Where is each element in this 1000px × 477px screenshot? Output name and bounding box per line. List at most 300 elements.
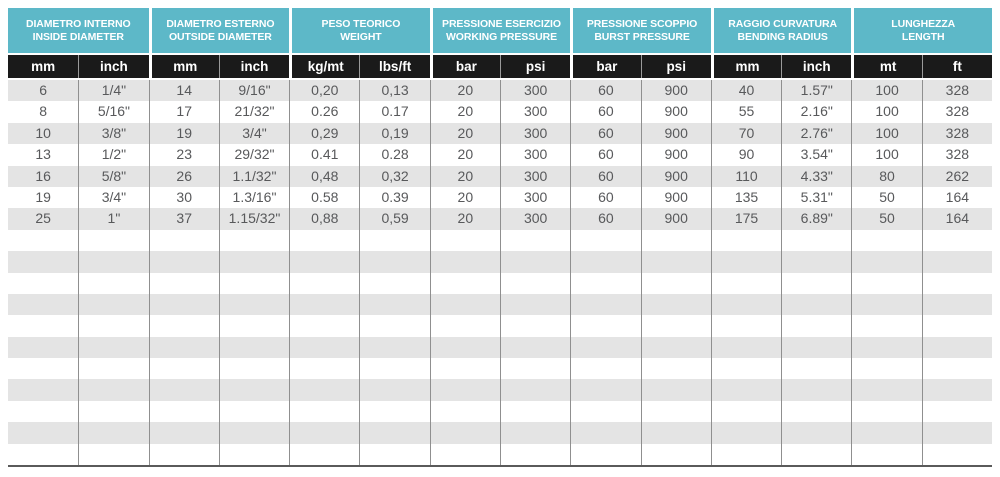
empty-cell: [922, 337, 992, 358]
empty-cell: [289, 444, 359, 465]
empty-cell: [641, 273, 711, 294]
empty-cell: [219, 422, 289, 443]
empty-cell: [430, 315, 500, 336]
empty-cell: [641, 401, 711, 422]
empty-cell: [8, 337, 78, 358]
units-header-row: [8, 55, 992, 78]
data-cell: 0,29: [289, 123, 359, 144]
empty-cell: [359, 315, 429, 336]
empty-cell: [430, 294, 500, 315]
data-cell: 900: [641, 187, 711, 208]
empty-cell: [500, 251, 570, 272]
empty-cell: [781, 379, 851, 400]
data-cell: 55: [711, 101, 781, 122]
group-title-italian: DIAMETRO INTERNO: [25, 17, 131, 30]
empty-row: [8, 358, 992, 379]
empty-cell: [149, 401, 219, 422]
empty-cell: [8, 294, 78, 315]
data-cell: 5/8": [78, 166, 148, 187]
empty-cell: [149, 251, 219, 272]
data-cell: 0,20: [289, 80, 359, 101]
data-cell: 1.15/32": [219, 208, 289, 229]
empty-cell: [289, 358, 359, 379]
data-cell: 0.41: [289, 144, 359, 165]
empty-cell: [851, 422, 921, 443]
data-cell: 5.31": [781, 187, 851, 208]
empty-cell: [430, 401, 500, 422]
empty-cell: [78, 315, 148, 336]
empty-cell: [641, 294, 711, 315]
empty-cell: [359, 230, 429, 251]
empty-cell: [149, 422, 219, 443]
empty-row: [8, 422, 992, 443]
data-cell: 1": [78, 208, 148, 229]
unit-cell-mm-10: mm: [711, 55, 781, 78]
empty-cell: [641, 444, 711, 465]
data-cell: 1/4": [78, 80, 148, 101]
empty-cell: [219, 230, 289, 251]
data-cell: 3/4": [78, 187, 148, 208]
data-cell: 900: [641, 123, 711, 144]
table-body: [8, 80, 992, 467]
empty-cell: [219, 401, 289, 422]
data-cell: 29/32": [219, 144, 289, 165]
empty-cell: [781, 444, 851, 465]
data-cell: 0.26: [289, 101, 359, 122]
empty-cell: [570, 337, 640, 358]
data-cell: 70: [711, 123, 781, 144]
data-cell: 328: [922, 101, 992, 122]
empty-cell: [359, 251, 429, 272]
data-cell: 6.89": [781, 208, 851, 229]
empty-cell: [641, 358, 711, 379]
empty-cell: [641, 230, 711, 251]
empty-cell: [500, 422, 570, 443]
group-title-english: OUTSIDE DIAMETER: [168, 30, 272, 43]
data-cell: 50: [851, 187, 921, 208]
empty-cell: [500, 337, 570, 358]
empty-cell: [430, 444, 500, 465]
empty-cell: [922, 379, 992, 400]
data-cell: 14: [149, 80, 219, 101]
empty-cell: [641, 379, 711, 400]
empty-row: [8, 379, 992, 400]
data-cell: 110: [711, 166, 781, 187]
empty-cell: [8, 230, 78, 251]
group-title-english: BENDING RADIUS: [737, 30, 828, 43]
data-cell: 4.33": [781, 166, 851, 187]
data-cell: 17: [149, 101, 219, 122]
empty-cell: [922, 358, 992, 379]
data-cell: 300: [500, 208, 570, 229]
empty-cell: [851, 337, 921, 358]
empty-cell: [430, 337, 500, 358]
empty-cell: [781, 315, 851, 336]
unit-cell-psi-9: psi: [641, 55, 711, 78]
empty-cell: [8, 379, 78, 400]
group-title-english: LENGTH: [901, 30, 945, 43]
group-title-italian: LUNGHEZZA: [891, 17, 956, 30]
data-cell: 20: [430, 123, 500, 144]
empty-cell: [922, 251, 992, 272]
table-row: [8, 208, 992, 229]
spec-table: [8, 8, 992, 467]
data-cell: 1/2": [78, 144, 148, 165]
data-cell: 100: [851, 80, 921, 101]
data-cell: 328: [922, 123, 992, 144]
table-row: [8, 123, 992, 144]
empty-cell: [289, 401, 359, 422]
data-cell: 0.28: [359, 144, 429, 165]
data-cell: 60: [570, 80, 640, 101]
group-header-inside-diameter: [8, 8, 149, 53]
data-cell: 25: [35, 210, 51, 227]
data-cell: 37: [149, 208, 219, 229]
empty-cell: [219, 337, 289, 358]
empty-cell: [851, 401, 921, 422]
data-cell: 300: [500, 80, 570, 101]
empty-cell: [8, 444, 78, 465]
data-cell: 328: [922, 144, 992, 165]
empty-cell: [78, 230, 148, 251]
data-cell: 20: [430, 80, 500, 101]
empty-row: [8, 294, 992, 315]
empty-cell: [711, 294, 781, 315]
data-cell: 900: [641, 144, 711, 165]
empty-cell: [781, 230, 851, 251]
empty-cell: [149, 294, 219, 315]
empty-cell: [430, 358, 500, 379]
empty-cell: [641, 315, 711, 336]
empty-cell: [78, 273, 148, 294]
unit-cell-mt-12: mt: [851, 55, 921, 78]
data-cell: 300: [500, 166, 570, 187]
empty-cell: [219, 273, 289, 294]
data-cell: 0.58: [289, 187, 359, 208]
empty-cell: [289, 294, 359, 315]
empty-cell: [219, 379, 289, 400]
empty-cell: [289, 422, 359, 443]
empty-cell: [289, 273, 359, 294]
data-cell: 5/16": [78, 101, 148, 122]
data-cell: 60: [570, 166, 640, 187]
empty-cell: [711, 358, 781, 379]
empty-cell: [359, 294, 429, 315]
empty-cell: [570, 230, 640, 251]
empty-cell: [851, 358, 921, 379]
data-cell: 19: [35, 188, 51, 205]
unit-cell-inch-11: inch: [781, 55, 851, 78]
data-cell: 164: [922, 187, 992, 208]
data-cell: 164: [922, 208, 992, 229]
table-row: [8, 144, 992, 165]
data-cell: 100: [851, 123, 921, 144]
empty-cell: [149, 230, 219, 251]
empty-cell: [289, 315, 359, 336]
empty-cell: [570, 379, 640, 400]
empty-cell: [711, 230, 781, 251]
data-cell: 60: [570, 123, 640, 144]
empty-cell: [641, 422, 711, 443]
group-header-length: [851, 8, 992, 53]
group-title-italian: PESO TEORICO: [321, 17, 401, 30]
empty-cell: [430, 230, 500, 251]
empty-row: [8, 337, 992, 358]
data-cell: 19: [149, 123, 219, 144]
group-title-english: INSIDE DIAMETER: [32, 30, 124, 43]
empty-cell: [781, 251, 851, 272]
empty-cell: [8, 315, 78, 336]
empty-cell: [851, 230, 921, 251]
group-header-working-pressure: [430, 8, 571, 53]
empty-cell: [500, 444, 570, 465]
unit-cell-inch-3: inch: [219, 55, 289, 78]
empty-cell: [8, 273, 78, 294]
empty-cell: [851, 379, 921, 400]
empty-row: [8, 444, 992, 465]
data-cell: 20: [430, 208, 500, 229]
data-cell: 1.3/16": [219, 187, 289, 208]
data-cell: 90: [711, 144, 781, 165]
empty-cell: [219, 251, 289, 272]
data-cell: 900: [641, 208, 711, 229]
empty-cell: [500, 315, 570, 336]
data-cell: 3/4": [219, 123, 289, 144]
data-cell: 100: [851, 144, 921, 165]
unit-cell-mm-2: mm: [149, 55, 219, 78]
data-cell: 10: [35, 124, 51, 141]
empty-cell: [711, 422, 781, 443]
data-cell: 20: [430, 187, 500, 208]
empty-cell: [781, 358, 851, 379]
data-cell: 16: [35, 167, 51, 184]
empty-cell: [922, 230, 992, 251]
empty-cell: [570, 251, 640, 272]
group-title-italian: RAGGIO CURVATURA: [728, 17, 837, 30]
empty-cell: [500, 379, 570, 400]
table-row: [8, 101, 992, 122]
data-cell: 80: [851, 166, 921, 187]
data-cell: 20: [430, 101, 500, 122]
empty-cell: [711, 251, 781, 272]
empty-cell: [851, 273, 921, 294]
data-cell: 175: [711, 208, 781, 229]
data-cell: 2.16": [781, 101, 851, 122]
data-cell: 0,19: [359, 123, 429, 144]
group-title-english: BURST PRESSURE: [594, 30, 690, 43]
empty-cell: [570, 294, 640, 315]
table-row: [8, 166, 992, 187]
data-cell: 900: [641, 101, 711, 122]
unit-cell-lbs-ft-5: lbs/ft: [359, 55, 429, 78]
empty-cell: [359, 422, 429, 443]
empty-cell: [359, 401, 429, 422]
empty-cell: [711, 444, 781, 465]
empty-row: [8, 315, 992, 336]
empty-cell: [781, 422, 851, 443]
empty-cell: [851, 294, 921, 315]
empty-cell: [781, 273, 851, 294]
empty-cell: [500, 401, 570, 422]
data-cell: 300: [500, 144, 570, 165]
data-cell: 60: [570, 144, 640, 165]
empty-cell: [149, 337, 219, 358]
data-cell: 40: [711, 80, 781, 101]
empty-cell: [430, 273, 500, 294]
unit-cell-kg-mt-4: kg/mt: [289, 55, 359, 78]
data-cell: 30: [149, 187, 219, 208]
data-cell: 0,32: [359, 166, 429, 187]
empty-cell: [78, 401, 148, 422]
data-cell: 9/16": [219, 80, 289, 101]
empty-cell: [922, 315, 992, 336]
data-cell: 26: [149, 166, 219, 187]
empty-cell: [219, 358, 289, 379]
empty-cell: [781, 401, 851, 422]
data-cell: 900: [641, 80, 711, 101]
data-cell: 20: [430, 144, 500, 165]
group-header-weight: [289, 8, 430, 53]
group-title-english: WORKING PRESSURE: [445, 30, 557, 43]
empty-cell: [289, 230, 359, 251]
data-cell: 135: [711, 187, 781, 208]
empty-cell: [149, 444, 219, 465]
empty-cell: [149, 315, 219, 336]
group-header-burst-pressure: [570, 8, 711, 53]
empty-cell: [922, 294, 992, 315]
empty-cell: [500, 230, 570, 251]
data-cell: 3.54": [781, 144, 851, 165]
empty-cell: [922, 444, 992, 465]
empty-cell: [149, 273, 219, 294]
empty-cell: [219, 444, 289, 465]
data-cell: 23: [149, 144, 219, 165]
column-group-header-row: [8, 8, 992, 53]
empty-cell: [641, 337, 711, 358]
empty-cell: [78, 251, 148, 272]
empty-cell: [851, 251, 921, 272]
empty-cell: [781, 337, 851, 358]
empty-cell: [359, 337, 429, 358]
group-title-italian: PRESSIONE ESERCIZIO: [442, 17, 561, 30]
unit-cell-inch-1: inch: [78, 55, 148, 78]
data-cell: 300: [500, 187, 570, 208]
empty-cell: [570, 273, 640, 294]
data-cell: 0.17: [359, 101, 429, 122]
data-cell: 3/8": [78, 123, 148, 144]
empty-cell: [500, 294, 570, 315]
empty-cell: [781, 294, 851, 315]
empty-cell: [149, 358, 219, 379]
data-cell: 60: [570, 187, 640, 208]
empty-cell: [851, 444, 921, 465]
data-cell: 900: [641, 166, 711, 187]
data-cell: 300: [500, 123, 570, 144]
data-cell: 60: [570, 208, 640, 229]
empty-cell: [78, 337, 148, 358]
data-cell: 300: [500, 101, 570, 122]
empty-cell: [8, 422, 78, 443]
empty-cell: [78, 444, 148, 465]
empty-cell: [8, 251, 78, 272]
empty-cell: [149, 379, 219, 400]
empty-cell: [78, 422, 148, 443]
data-cell: 21/32": [219, 101, 289, 122]
empty-cell: [711, 273, 781, 294]
empty-cell: [500, 273, 570, 294]
empty-cell: [78, 379, 148, 400]
empty-cell: [219, 315, 289, 336]
empty-row: [8, 230, 992, 251]
data-cell: 0,48: [289, 166, 359, 187]
empty-cell: [430, 379, 500, 400]
empty-cell: [711, 315, 781, 336]
empty-cell: [922, 273, 992, 294]
data-cell: 328: [922, 80, 992, 101]
group-header-outside-diameter: [149, 8, 290, 53]
empty-cell: [570, 358, 640, 379]
data-cell: 8: [39, 103, 48, 120]
data-cell: 20: [430, 166, 500, 187]
empty-cell: [711, 379, 781, 400]
group-title-italian: PRESSIONE SCOPPIO: [586, 17, 698, 30]
data-cell: 60: [570, 101, 640, 122]
unit-cell-ft-13: ft: [922, 55, 992, 78]
table-row: [8, 187, 992, 208]
data-cell: 2.76": [781, 123, 851, 144]
data-cell: 0,13: [359, 80, 429, 101]
empty-cell: [922, 422, 992, 443]
empty-cell: [8, 358, 78, 379]
unit-cell-bar-8: bar: [570, 55, 640, 78]
empty-cell: [570, 315, 640, 336]
data-cell: 100: [851, 101, 921, 122]
data-cell: 0.39: [359, 187, 429, 208]
empty-cell: [289, 251, 359, 272]
data-cell: 1.1/32": [219, 166, 289, 187]
group-title-english: WEIGHT: [340, 30, 382, 43]
empty-cell: [78, 358, 148, 379]
data-cell: 262: [922, 166, 992, 187]
empty-cell: [8, 401, 78, 422]
empty-cell: [219, 294, 289, 315]
empty-cell: [500, 358, 570, 379]
empty-cell: [430, 251, 500, 272]
empty-cell: [430, 422, 500, 443]
data-cell: 50: [851, 208, 921, 229]
empty-row: [8, 251, 992, 272]
empty-cell: [922, 401, 992, 422]
empty-cell: [289, 337, 359, 358]
data-cell: 1.57": [781, 80, 851, 101]
data-cell: 6: [39, 82, 48, 98]
empty-cell: [711, 337, 781, 358]
unit-cell-mm-0: mm: [8, 55, 78, 78]
empty-cell: [78, 294, 148, 315]
empty-cell: [851, 315, 921, 336]
empty-cell: [570, 401, 640, 422]
data-cell: 0,59: [359, 208, 429, 229]
empty-cell: [289, 379, 359, 400]
unit-cell-bar-6: bar: [430, 55, 500, 78]
data-cell: 13: [35, 146, 51, 163]
empty-cell: [359, 273, 429, 294]
empty-cell: [570, 422, 640, 443]
data-cell: 0,88: [289, 208, 359, 229]
empty-cell: [570, 444, 640, 465]
empty-cell: [711, 401, 781, 422]
unit-cell-psi-7: psi: [500, 55, 570, 78]
